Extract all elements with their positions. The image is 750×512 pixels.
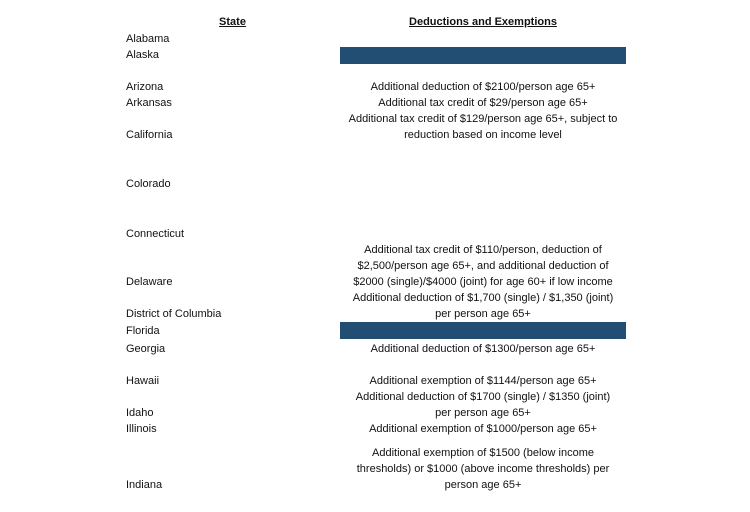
- deduction-line: Additional deduction of $1700 (single) / $1350 (joint): [355, 391, 611, 403]
- state-name: Hawaii: [126, 375, 160, 387]
- deduction-text: [340, 242, 626, 290]
- deduction-line: Additional tax credit of $29/person age 65+: [378, 97, 588, 109]
- state-name: Georgia: [126, 343, 166, 355]
- redacted-bar: [340, 47, 626, 64]
- deduction-line: Additional deduction of $1,700 (single) / $1,350 (joint): [352, 292, 614, 304]
- deduction-line: $2000 (single)/$4000 (joint) for age 60+ if low income: [353, 276, 613, 288]
- state-name: Alaska: [126, 49, 160, 61]
- deduction-text: [340, 290, 626, 322]
- redacted-bar: [340, 322, 626, 339]
- deduction-text: [340, 389, 626, 421]
- deduction-line: person age 65+: [444, 479, 522, 491]
- state-name: California: [126, 129, 173, 141]
- deduction-line: Additional exemption of $1144/person age 65+: [369, 375, 597, 387]
- state-name: Illinois: [126, 423, 157, 435]
- state-name: Connecticut: [126, 228, 185, 240]
- state-name: Florida: [126, 325, 160, 337]
- deduction-line: Additional exemption of $1500 (below income: [372, 447, 594, 459]
- column-header-deductions: Deductions and Exemptions: [409, 16, 557, 28]
- state-name: Delaware: [126, 276, 173, 288]
- deduction-line: per person age 65+: [435, 308, 531, 320]
- deduction-text: [340, 373, 626, 389]
- deduction-line: $2,500/person age 65+, and additional deduction of: [357, 260, 609, 272]
- state-name: Indiana: [126, 479, 163, 491]
- state-name: Alabama: [126, 33, 170, 45]
- state-name: Arizona: [126, 81, 164, 93]
- deduction-line: Additional exemption of $1000/person age 65+: [369, 423, 597, 435]
- deduction-text: [340, 445, 626, 493]
- state-name: Arkansas: [126, 97, 172, 109]
- deduction-text: [340, 341, 626, 357]
- state-name: Colorado: [126, 178, 171, 190]
- deduction-line: Additional deduction of $1300/person age 65+: [370, 343, 596, 355]
- state-name: District of Columbia: [126, 308, 222, 320]
- deduction-text: [340, 79, 626, 95]
- state-name: Idaho: [126, 407, 154, 419]
- deduction-text: [340, 421, 626, 437]
- deduction-line: Additional tax credit of $110/person, deduction of: [364, 244, 602, 256]
- deduction-text: [340, 111, 626, 143]
- column-header-state: State: [219, 16, 246, 28]
- deduction-line: thresholds) or $1000 (above income thresholds) per: [356, 463, 610, 475]
- deduction-text: [340, 95, 626, 111]
- deduction-line: per person age 65+: [435, 407, 531, 419]
- deduction-line: Additional tax credit of $129/person age 65+, subject to: [348, 113, 618, 125]
- deduction-line: Additional deduction of $2100/person age 65+: [370, 81, 596, 93]
- deduction-line: reduction based on income level: [404, 129, 562, 141]
